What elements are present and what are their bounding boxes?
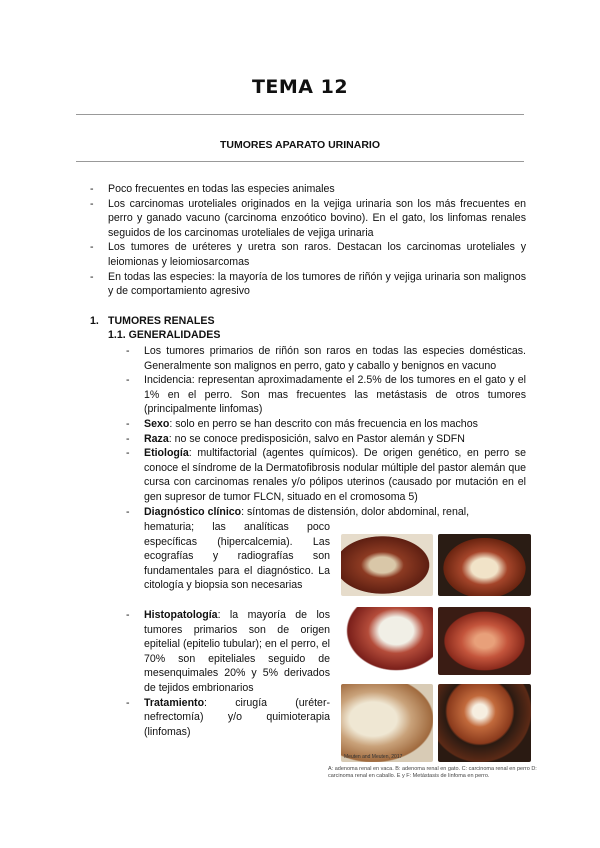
kidney-tumor-figure	[341, 534, 531, 764]
list-item-histopatologia	[126, 608, 330, 696]
list-item-sexo	[126, 417, 526, 432]
list-item-raza	[126, 432, 526, 447]
figure-panel-d	[438, 607, 531, 675]
figure-panel-e	[341, 684, 433, 762]
sexo-label: Sexo	[144, 417, 170, 430]
title-divider-bottom	[76, 161, 524, 162]
intro-item: - Los tumores de uréteres y uretra son raros. Destacan los carcinomas uroteliales y leiomionas y leiomiosarcomas	[90, 240, 526, 269]
subsection-heading: 1.1. GENERALIDADES	[108, 329, 221, 341]
page-subtitle: TUMORES APARATO URINARIO	[219, 139, 381, 151]
raza-text: : no se conoce predisposición, salvo en Pastor alemán y SDFN	[168, 432, 465, 445]
page-title: TEMA 12	[251, 76, 349, 98]
intro-item: - Los carcinomas uroteliales originados en la vejiga urinaria son los más frecuentes en perro y ganado vacuno (carcinoma enzoótico bovino). En el gato, los linfomas renales seguidos de los carcinomas uroteliales de vejiga urinaria	[90, 197, 526, 241]
section-heading	[90, 315, 215, 327]
intro-item: - Poco frecuentes en todas las especies animales	[90, 182, 526, 197]
diagnostico-list	[126, 505, 526, 520]
figure-credit: Meuten and Meuten, 2017	[344, 754, 403, 760]
raza-label: Raza	[144, 432, 169, 445]
list-item-etiologia	[126, 446, 526, 504]
figure-caption: A: adenoma renal en vaca. B: adenoma renal en gato. C: carcinoma renal en perro D: carcinoma renal en caballo. E y F: Metástasis de linfoma en perro.	[328, 766, 537, 779]
diagnostico-continuation: hematuria; las analíticas poco específicas (hipercalcemia). Las ecografías y radiografías son fundamentales para el diagnóstico. La citología y biopsia son necesarias	[144, 521, 330, 592]
intro-item: - En todas las especies: la mayoría de los tumores de riñón y vejiga urinaria son malignos y de comportamiento agresivo	[90, 270, 526, 299]
list-item-tratamiento	[126, 696, 330, 740]
figure-panel-a	[341, 534, 433, 596]
histo-text: : la mayoría de los tumores primarios son de origen epitelial (epitelio tubular); en el perro, el 70% son epiteliales seguido de mesenquimales 20% y 5% derivados de tejidos embrionarios	[144, 609, 330, 694]
list-item-primarios: - Los tumores primarios de riñón son raros en todas las especies domésticas. Generalmente son malignos en perro, gato y caballo y benignos en vacuno	[126, 344, 526, 373]
diagnostico-text: : síntomas de distensión, dolor abdominal, renal,	[241, 506, 470, 518]
histo-label: Histopatología	[144, 609, 218, 621]
figure-panel-f	[438, 684, 531, 762]
title-divider-top	[76, 114, 524, 115]
intro-list	[90, 182, 526, 299]
figure-panel-c	[341, 607, 433, 675]
section-number: 1.	[90, 315, 99, 327]
generalidades-list	[126, 344, 526, 505]
list-item-diagnostico	[126, 505, 526, 520]
sexo-text: : solo en perro se han descrito con más frecuencia en los machos	[169, 417, 478, 430]
diagnostico-label: Diagnóstico clínico	[144, 506, 242, 518]
etiologia-text: : multifactorial (agentes químicos). De origen genético, en perro se conoce el síndrome de la Dermatofibrosis nodular múltiple del pastor alemán que cursa con carcinomas renales y/o pólipos uterinos (causado por mutación en el gen supresor de tumor FLCN, situado en el cromosoma 5)	[144, 447, 526, 503]
trat-label: Tratamiento	[144, 696, 205, 709]
figure-panel-b	[438, 534, 531, 596]
histo-treatment-list	[126, 608, 330, 739]
trat-text: : cirugía (uréter-nefrectomía) y/o quimioterapia (linfomas)	[144, 696, 330, 738]
etiologia-label: Etiología	[144, 447, 189, 460]
section-title: TUMORES RENALES	[108, 315, 215, 327]
list-item-incidencia: - Incidencia: representan aproximadamente el 2.5% de los tumores en el gato y el 1% en el perro. Son mas frecuentes las metástasis de otros tumores (principalmente linfomas)	[126, 373, 526, 417]
